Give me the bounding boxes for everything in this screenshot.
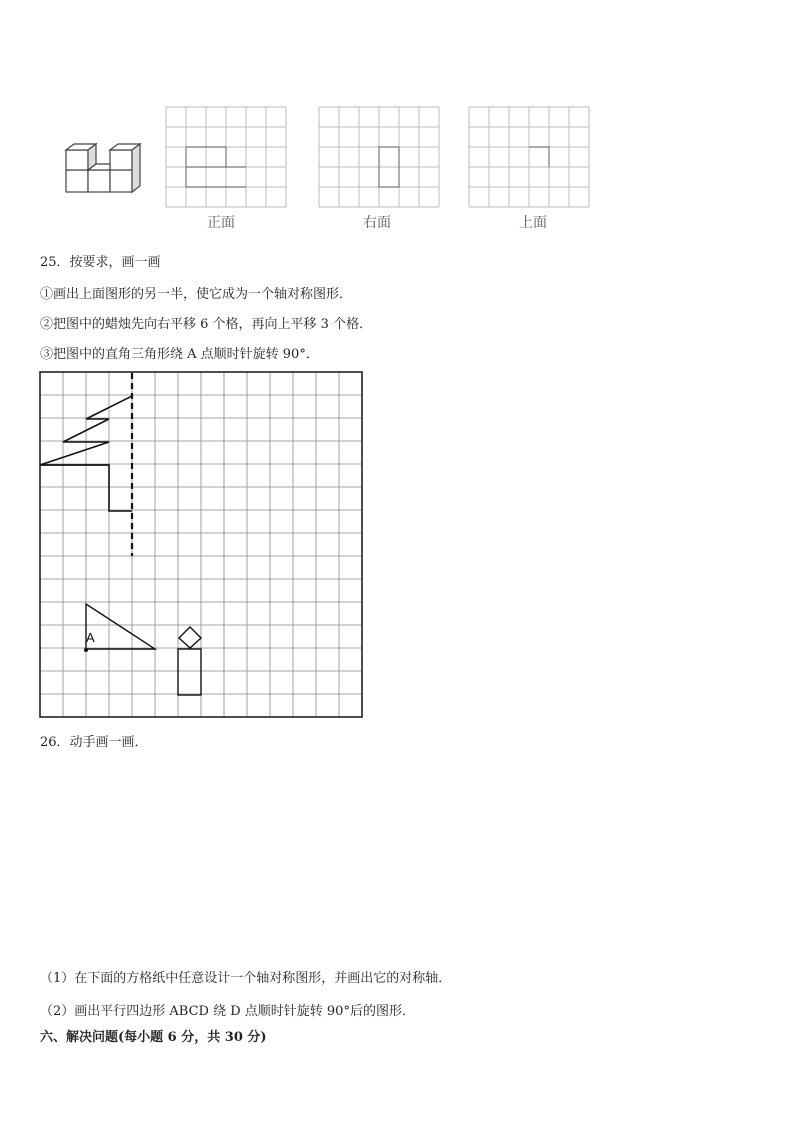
- q26-item-2: （2）画出平行四边形 ABCD 绕 D 点顺时针旋转 90°后的图形．: [40, 1004, 415, 1019]
- section6-title: 六、解决问题(每小题 6 分，共 30 分): [40, 1030, 267, 1045]
- top-view-label: 上面: [519, 215, 547, 231]
- q25-item-2: ②把图中的蜡烛先向右平移 6 个格，再向上平移 3 个格．: [40, 317, 373, 332]
- q26-title: 26．动手画一画．: [40, 735, 148, 750]
- q25-drawing-grid: [39, 371, 365, 719]
- q25-item-1: ①画出上面图形的另一半，使它成为一个轴对称图形．: [40, 287, 353, 302]
- candle-flame: [179, 627, 201, 648]
- right-triangle: [86, 604, 155, 649]
- top-view-grid: [468, 106, 590, 208]
- point-a-label: A: [86, 630, 95, 645]
- candle-body: [178, 649, 201, 695]
- right-view-label: 右面: [363, 215, 391, 231]
- point-a: [84, 648, 88, 652]
- right-view-grid: [318, 106, 440, 208]
- q25-item-3: ③把图中的直角三角形绕 A 点顺时针旋转 90°．: [40, 347, 319, 362]
- front-view-grid: [165, 106, 287, 208]
- q26-item-1: （1）在下面的方格纸中任意设计一个轴对称图形，并画出它的对称轴．: [40, 971, 452, 986]
- front-view-label: 正面: [207, 215, 235, 231]
- cube-block-figure: [62, 140, 144, 200]
- q25-title: 25．按要求，画一画: [40, 255, 161, 270]
